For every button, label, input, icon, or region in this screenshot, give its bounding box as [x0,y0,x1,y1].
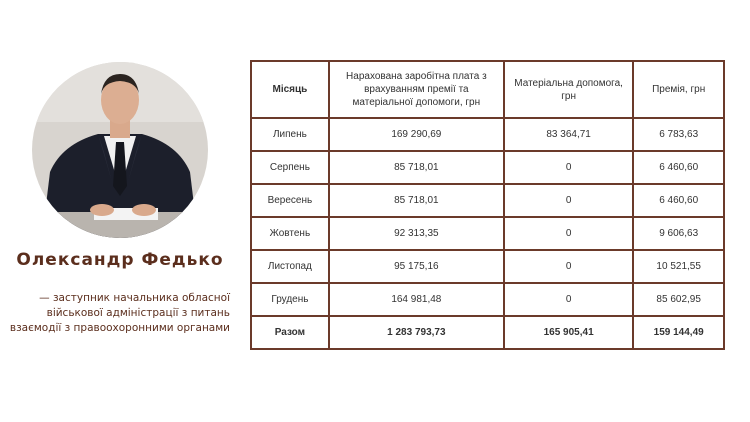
header-aid: Матеріальна допомога, грн [504,61,633,118]
cell-aid: 0 [504,283,633,316]
cell-aid: 0 [504,250,633,283]
total-label: Разом [251,316,329,349]
table-row [251,151,724,184]
cell-month: Липень [251,118,329,151]
cell-salary: 85 718,01 [329,184,504,217]
table-row [251,118,724,151]
cell-bonus: 6 460,60 [633,184,724,217]
header-month: Місяць [251,61,329,118]
table-row [251,250,724,283]
cell-month: Жовтень [251,217,329,250]
cell-salary: 85 718,01 [329,151,504,184]
cell-aid: 0 [504,184,633,217]
cell-aid: 0 [504,151,633,184]
cell-salary: 95 175,16 [329,250,504,283]
cell-aid: 0 [504,217,633,250]
table-header-row [251,61,724,118]
table-row [251,184,724,217]
cell-month: Вересень [251,184,329,217]
cell-salary: 169 290,69 [329,118,504,151]
header-bonus: Премія, грн [633,61,724,118]
role-line: — заступник начальника обласної [39,292,230,304]
salary-table [250,60,725,350]
total-bonus: 159 144,49 [633,316,724,349]
total-salary: 1 283 793,73 [329,316,504,349]
role-line: взаємодії з правоохоронними органами [9,322,230,334]
cell-month: Грудень [251,283,329,316]
cell-bonus: 6 460,60 [633,151,724,184]
role-line: військової адміністрації з питань [46,307,230,319]
header-salary: Нарахована заробітна плата з врахуванням премії та матеріальної допомоги, грн [329,61,504,118]
cell-bonus: 10 521,55 [633,250,724,283]
person-role [0,291,230,336]
cell-bonus: 85 602,95 [633,283,724,316]
portrait-photo [32,62,208,238]
table-row [251,217,724,250]
cell-salary: 92 313,35 [329,217,504,250]
cell-bonus: 6 783,63 [633,118,724,151]
person-name: Олександр Федько [16,250,224,270]
cell-month: Листопад [251,250,329,283]
cell-bonus: 9 606,63 [633,217,724,250]
cell-aid: 83 364,71 [504,118,633,151]
table-total-row [251,316,724,349]
cell-salary: 164 981,48 [329,283,504,316]
total-aid: 165 905,41 [504,316,633,349]
cell-month: Серпень [251,151,329,184]
table-row [251,283,724,316]
